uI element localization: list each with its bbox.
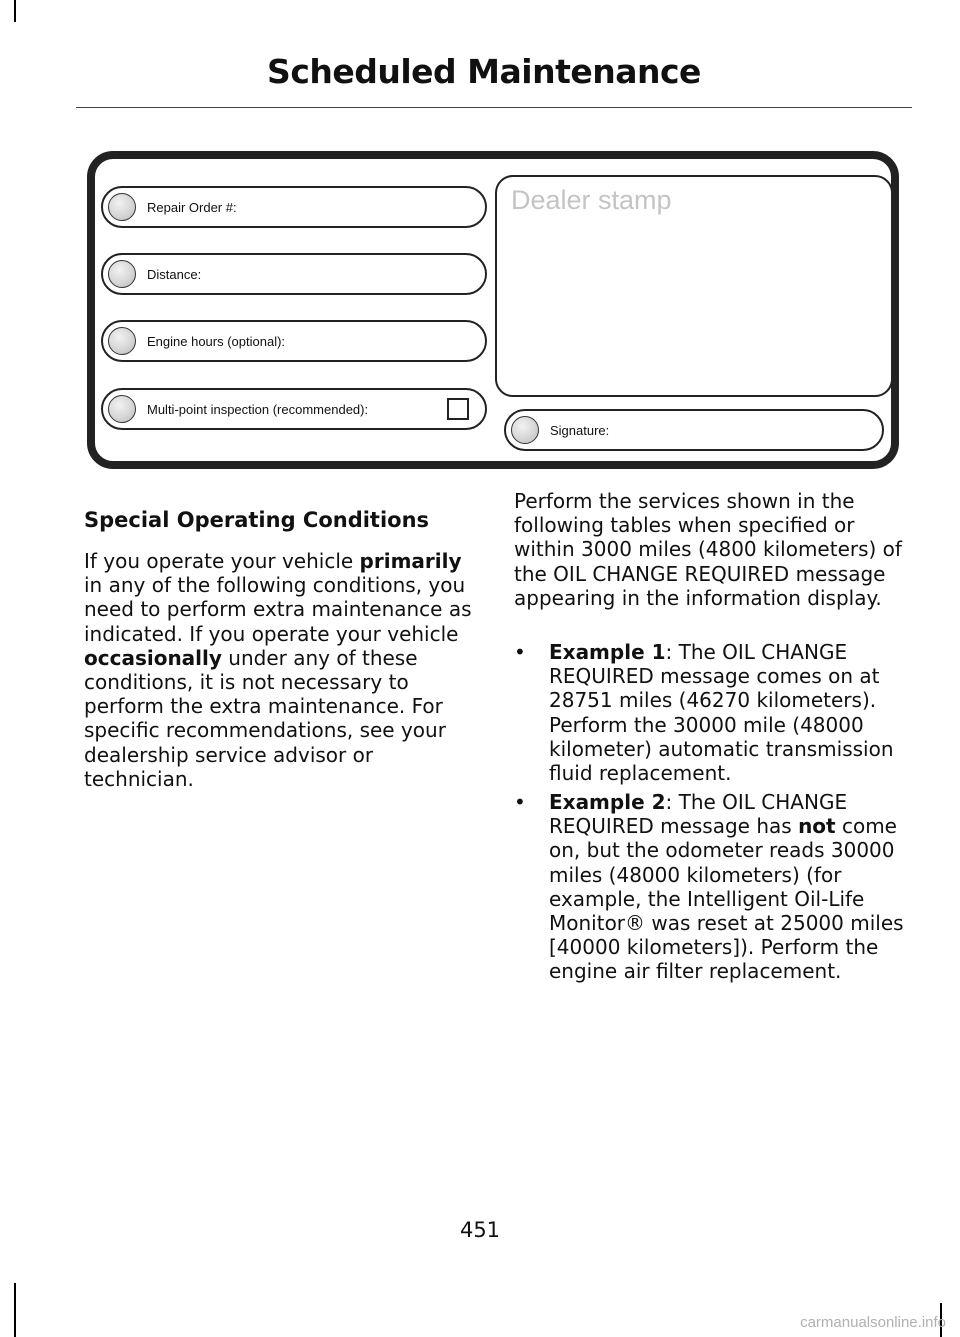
page-number: 451 [459, 1218, 501, 1242]
maintenance-record-card [87, 151, 899, 469]
radio-dot-icon [108, 260, 136, 288]
radio-dot-icon [511, 416, 539, 444]
bullet-icon: • [514, 790, 526, 814]
radio-dot-icon [108, 327, 136, 355]
example-1-label: Example 1 [549, 640, 666, 664]
para-text: If you operate your vehicle [84, 549, 360, 573]
emphasis-primarily: primarily [359, 549, 462, 573]
example-2-body-b: come on, but the odometer reads 30000 miles (48000 kilometers) (for example, the Intelligent Oil-Life Monitor® was reset at 25000 miles [40000 kilometers]). Perform the engine air filter replacement. [549, 814, 904, 984]
signature-field[interactable] [504, 409, 884, 451]
engine-hours-label: Engine hours (optional): [147, 334, 286, 349]
inspection-field[interactable] [101, 388, 487, 430]
page-title: Scheduled Maintenance [267, 52, 701, 91]
crop-mark-top-left [14, 0, 16, 22]
title-divider [76, 107, 912, 108]
example-1-body: : The OIL CHANGE REQUIRED message comes on at 28751 miles (46270 kilometers). Perform the 30000 mile (48000 kilometer) automatic transmission fluid replacement. [549, 640, 894, 786]
inspection-label: Multi-point inspection (recommended): [147, 402, 369, 417]
dealer-stamp-label: Dealer stamp [511, 185, 672, 215]
emphasis-occasionally: occasionally [84, 645, 222, 670]
example-2-body-a: : The OIL CHANGE REQUIRED message has [549, 790, 848, 839]
repair-order-field[interactable] [101, 186, 487, 228]
watermark: carmanualsonline.info [800, 1314, 946, 1331]
radio-dot-icon [108, 395, 136, 423]
operating-conditions-paragraph [84, 549, 479, 791]
example-1-text [549, 640, 909, 785]
distance-field[interactable] [101, 253, 487, 295]
engine-hours-field[interactable] [101, 320, 487, 362]
example-2-text [549, 790, 909, 984]
radio-dot-icon [108, 193, 136, 221]
dealer-stamp-box[interactable] [495, 175, 893, 397]
bullet-icon: • [514, 640, 526, 664]
section-heading: Special Operating Conditions [84, 508, 430, 532]
signature-label: Signature: [550, 423, 610, 438]
example-2-label: Example 2 [549, 790, 666, 814]
repair-order-label: Repair Order #: [147, 200, 237, 215]
para-text: under any of these conditions, it is not necessary to perform the extra maintenance. For specific recommendations, see your dealership service advisor or technician. [84, 645, 446, 791]
para-text: in any of the following conditions, you need to perform extra maintenance as indicated. If you operate your vehicle [84, 573, 472, 646]
inspection-checkbox[interactable] [447, 398, 469, 420]
crop-mark-bottom-left [14, 1283, 16, 1337]
emphasis-not: not [798, 814, 836, 839]
services-paragraph: Perform the services shown in the following tables when specified or within 3000 miles (4800 kilometers) of the OIL CHANGE REQUIRED message appearing in the information display. [514, 489, 902, 610]
distance-label: Distance: [147, 267, 202, 282]
